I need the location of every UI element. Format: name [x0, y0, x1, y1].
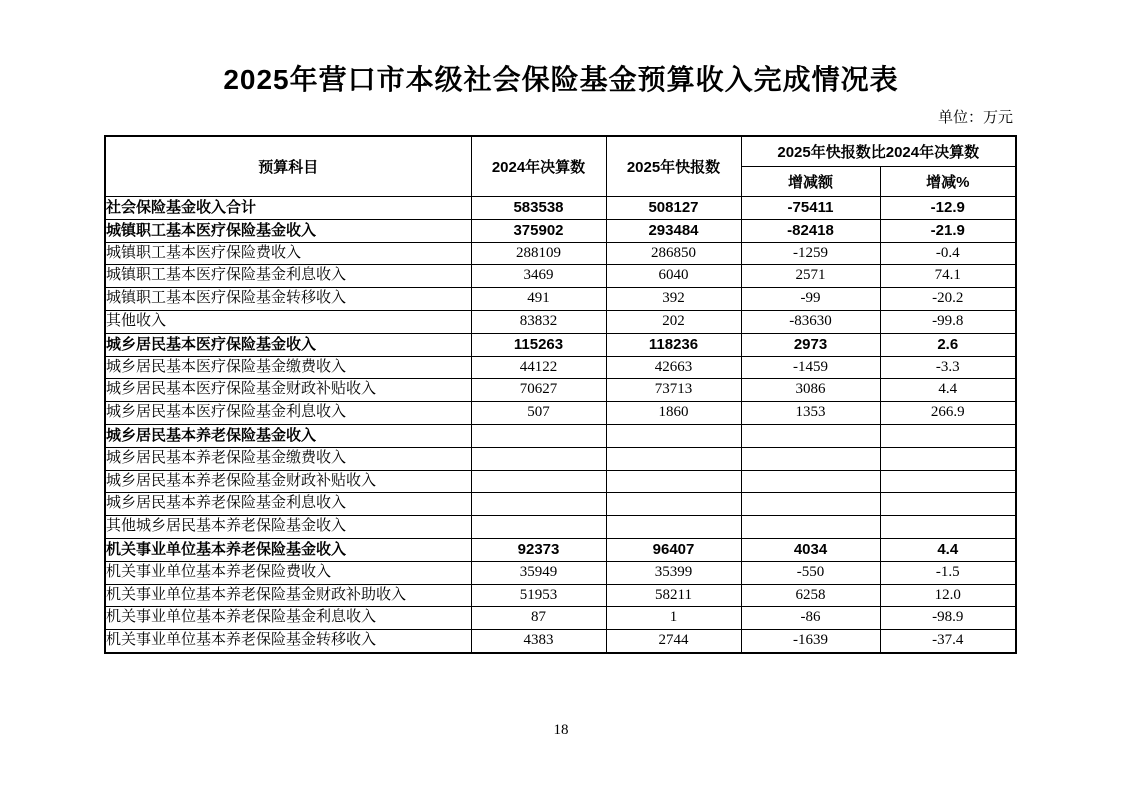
- table-row: [105, 630, 1016, 653]
- table-row: [105, 242, 1016, 265]
- value-diff-percent: -37.4: [880, 630, 1016, 653]
- value-diff-percent: 266.9: [880, 402, 1016, 425]
- table-row: [105, 493, 1016, 516]
- value-2025: 6040: [606, 265, 741, 288]
- value-2025: 73713: [606, 379, 741, 402]
- value-2024: 583538: [471, 197, 606, 220]
- value-2025: [606, 493, 741, 516]
- value-diff-amount: [741, 424, 880, 447]
- value-2025: 1: [606, 607, 741, 630]
- value-2024: 70627: [471, 379, 606, 402]
- value-diff-percent: [880, 447, 1016, 470]
- value-2024: 115263: [471, 333, 606, 356]
- table-row: [105, 424, 1016, 447]
- value-2024: 288109: [471, 242, 606, 265]
- value-2025: [606, 447, 741, 470]
- value-diff-percent: -1.5: [880, 561, 1016, 584]
- value-2025: 118236: [606, 333, 741, 356]
- value-diff-percent: -21.9: [880, 219, 1016, 242]
- header-comparison: 2025年快报数比2024年决算数: [741, 136, 1016, 167]
- value-diff-amount: [741, 447, 880, 470]
- value-2025: 508127: [606, 197, 741, 220]
- value-diff-percent: [880, 516, 1016, 539]
- value-2024: 44122: [471, 356, 606, 379]
- row-label: 城镇职工基本医疗保险基金收入: [105, 219, 471, 242]
- value-2024: 92373: [471, 538, 606, 561]
- value-2025: 42663: [606, 356, 741, 379]
- table-row: [105, 197, 1016, 220]
- value-2024: 51953: [471, 584, 606, 607]
- value-2024: 4383: [471, 630, 606, 653]
- header-2025: 2025年快报数: [606, 136, 741, 197]
- table-row: [105, 219, 1016, 242]
- value-2025: 392: [606, 288, 741, 311]
- row-label: 城镇职工基本医疗保险基金转移收入: [105, 288, 471, 311]
- value-diff-percent: -0.4: [880, 242, 1016, 265]
- value-diff-percent: -12.9: [880, 197, 1016, 220]
- row-label: 城乡居民基本养老保险基金缴费收入: [105, 447, 471, 470]
- value-diff-amount: -550: [741, 561, 880, 584]
- row-label: 其他收入: [105, 310, 471, 333]
- table-row: [105, 310, 1016, 333]
- value-2025: 202: [606, 310, 741, 333]
- unit-label: 单位：万元: [937, 110, 1013, 126]
- row-label: 城乡居民基本养老保险基金收入: [105, 424, 471, 447]
- value-diff-percent: -99.8: [880, 310, 1016, 333]
- header-diff-percent: 增减%: [880, 167, 1016, 197]
- value-2025: 35399: [606, 561, 741, 584]
- value-2024: [471, 470, 606, 493]
- value-2025: 96407: [606, 538, 741, 561]
- row-label: 城镇职工基本医疗保险基金利息收入: [105, 265, 471, 288]
- row-label: 机关事业单位基本养老保险基金利息收入: [105, 607, 471, 630]
- value-2025: 286850: [606, 242, 741, 265]
- value-diff-amount: -86: [741, 607, 880, 630]
- row-label: 城乡居民基本医疗保险基金收入: [105, 333, 471, 356]
- value-2025: 58211: [606, 584, 741, 607]
- header-subject: 预算科目: [105, 136, 471, 197]
- table-row: [105, 607, 1016, 630]
- value-diff-amount: 2571: [741, 265, 880, 288]
- value-diff-percent: [880, 493, 1016, 516]
- value-diff-amount: 1353: [741, 402, 880, 425]
- value-2025: [606, 470, 741, 493]
- value-diff-amount: 2973: [741, 333, 880, 356]
- row-label: 城乡居民基本医疗保险基金利息收入: [105, 402, 471, 425]
- table-row: [105, 379, 1016, 402]
- table-row: [105, 516, 1016, 539]
- value-diff-percent: 2.6: [880, 333, 1016, 356]
- value-diff-percent: [880, 470, 1016, 493]
- value-diff-percent: [880, 424, 1016, 447]
- table-header: [105, 136, 1016, 197]
- value-2024: 507: [471, 402, 606, 425]
- table-row: [105, 538, 1016, 561]
- value-diff-percent: -20.2: [880, 288, 1016, 311]
- table-row: [105, 288, 1016, 311]
- table-row: [105, 402, 1016, 425]
- value-diff-amount: -75411: [741, 197, 880, 220]
- table-row: [105, 356, 1016, 379]
- row-label: 其他城乡居民基本养老保险基金收入: [105, 516, 471, 539]
- row-label: 机关事业单位基本养老保险基金收入: [105, 538, 471, 561]
- row-label: 城乡居民基本养老保险基金财政补贴收入: [105, 470, 471, 493]
- value-2024: [471, 516, 606, 539]
- table-row: [105, 265, 1016, 288]
- value-2024: 83832: [471, 310, 606, 333]
- row-label: 城镇职工基本医疗保险费收入: [105, 242, 471, 265]
- value-diff-percent: 4.4: [880, 379, 1016, 402]
- row-label: 机关事业单位基本养老保险基金财政补助收入: [105, 584, 471, 607]
- value-diff-amount: 3086: [741, 379, 880, 402]
- value-diff-percent: -98.9: [880, 607, 1016, 630]
- value-diff-amount: [741, 516, 880, 539]
- row-label: 城乡居民基本养老保险基金利息收入: [105, 493, 471, 516]
- value-2024: [471, 493, 606, 516]
- value-diff-amount: -1459: [741, 356, 880, 379]
- value-2024: 35949: [471, 561, 606, 584]
- value-2024: [471, 447, 606, 470]
- page-number: 18: [553, 722, 569, 738]
- row-label: 机关事业单位基本养老保险基金转移收入: [105, 630, 471, 653]
- value-diff-amount: 4034: [741, 538, 880, 561]
- value-2025: [606, 516, 741, 539]
- value-2024: 87: [471, 607, 606, 630]
- value-diff-percent: 12.0: [880, 584, 1016, 607]
- value-diff-amount: [741, 493, 880, 516]
- table-row: [105, 561, 1016, 584]
- value-2025: 1860: [606, 402, 741, 425]
- value-2025: 2744: [606, 630, 741, 653]
- row-label: 机关事业单位基本养老保险费收入: [105, 561, 471, 584]
- value-2025: 293484: [606, 219, 741, 242]
- value-diff-amount: -1639: [741, 630, 880, 653]
- value-diff-percent: 74.1: [880, 265, 1016, 288]
- table-row: [105, 470, 1016, 493]
- table-row: [105, 584, 1016, 607]
- budget-income-table: [104, 135, 1017, 654]
- value-diff-amount: -82418: [741, 219, 880, 242]
- table-body: [105, 197, 1016, 653]
- value-2024: 375902: [471, 219, 606, 242]
- row-label: 城乡居民基本医疗保险基金财政补贴收入: [105, 379, 471, 402]
- value-diff-amount: -1259: [741, 242, 880, 265]
- table-row: [105, 333, 1016, 356]
- row-label: 城乡居民基本医疗保险基金缴费收入: [105, 356, 471, 379]
- value-2024: 3469: [471, 265, 606, 288]
- value-2024: 491: [471, 288, 606, 311]
- value-diff-amount: -83630: [741, 310, 880, 333]
- page-title: 2025年营口市本级社会保险基金预算收入完成情况表: [223, 64, 899, 95]
- value-2024: [471, 424, 606, 447]
- value-diff-amount: 6258: [741, 584, 880, 607]
- value-diff-percent: -3.3: [880, 356, 1016, 379]
- value-diff-amount: -99: [741, 288, 880, 311]
- value-diff-amount: [741, 470, 880, 493]
- value-diff-percent: 4.4: [880, 538, 1016, 561]
- row-label: 社会保险基金收入合计: [105, 197, 471, 220]
- header-2024: 2024年决算数: [471, 136, 606, 197]
- value-2025: [606, 424, 741, 447]
- header-diff-amount: 增减额: [741, 167, 880, 197]
- table-row: [105, 447, 1016, 470]
